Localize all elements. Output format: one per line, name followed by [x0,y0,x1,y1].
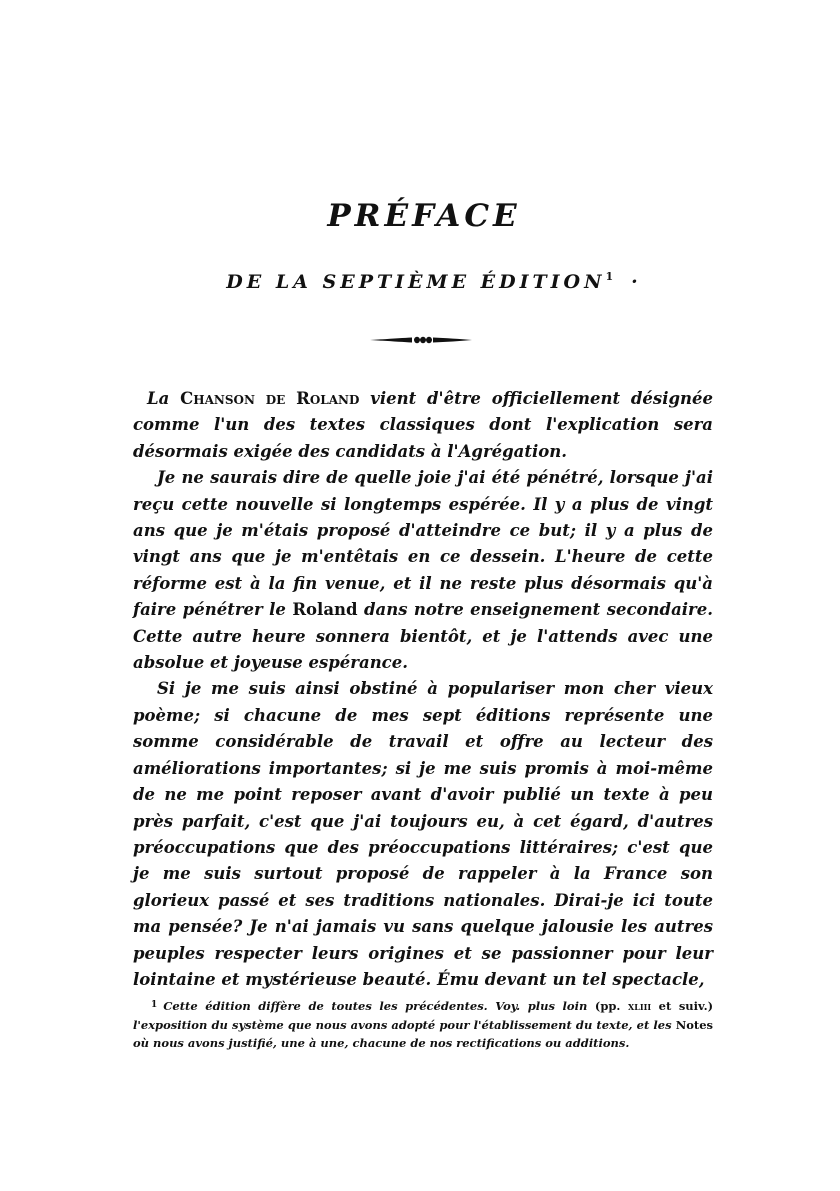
footnote [133,996,713,1053]
main-text [133,386,713,993]
footnote-roman-numeral: xliii [628,999,652,1013]
p1-rest: vient d'être officiellement désignée comme l'un des textes classiques dont l'explication sera désormais exigée des candidats à l'Agrégation. [133,389,714,461]
paragraph-1 [133,386,713,465]
page-subtitle [0,270,840,293]
paragraph-2 [133,465,713,676]
p2-roman-word: Roland [292,600,358,620]
subtitle-text: DE LA SEPTIÈME ÉDITION [226,271,606,293]
footnote-ref-close: et suiv.) [651,999,714,1013]
footnote-part1: Cette édition diffère de toutes les précédentes. Voy. plus loin [163,999,595,1013]
trailing-mark: · [631,271,638,293]
page-title: PRÉFACE [327,198,521,234]
footnote-notes-word: Notes [675,1017,713,1032]
paragraph-3: Si je me suis ainsi obstiné à populariser mon cher vieux poème; si chacune de mes sept éditions représente une somme considérable de travail et offre au lecteur des améliorations importantes; si je me suis promis à moi-même de ne me point reposer avant d'avoir publié un texte à peu près parfait, c'est que j'ai toujours eu, à cet égard, d'autres préoccupations que des préoccupations littéraires; c'est que je me suis surtout proposé de rappeler à la France son glorieux passé et ses traditions nationales. Dirai-je ici toute ma pensée? Je n'ai jamais vu sans quelque jalousie les autres peuples respecter leurs origines et se passionner pour leur lointaine et mystérieuse beauté. Ému devant un tel spectacle, [133,679,713,989]
p1-lead: La [147,389,181,408]
footnote-reference: 1 [605,270,614,283]
ornament-divider-icon [368,333,474,347]
footnote-mark: 1 [151,1000,158,1010]
p2-part1: Je ne saurais dire de quelle joie j'ai été pénétré, lorsque j'ai reçu cette nouvelle si longtemps espérée. Il y a plus de vingt ans que je m'étais proposé d'atteindre ce but; il y a plus de vingt ans que je m'entêtais en ce dessein. L'heure de cette réforme est à la fin venue, et il ne reste plus désormais qu'à faire pénétrer le [133,468,713,620]
p2-part2: dans notre enseignement secondaire. Cette autre heure sonnera bientôt, et je l'attends avec une absolue et joyeuse espérance. [133,600,713,673]
footnote-part2: l'exposition du système que nous avons adopté pour l'établissement du texte, et les [133,1017,676,1032]
work-title: Chanson de Roland [180,389,360,408]
footnote-ref-open: (pp. [594,999,628,1013]
footnote-part3: où nous avons justifié, une à une, chacune de nos rectifications ou additions. [133,1036,630,1051]
